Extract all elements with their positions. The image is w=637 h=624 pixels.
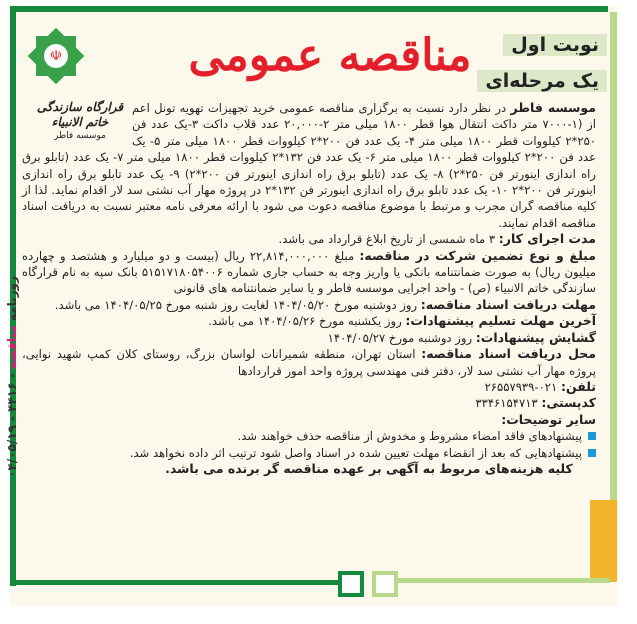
border-bottom (10, 580, 340, 585)
note-item: پیشنهادهای فاقد امضاء مشروط و مخدوش از مناقصه حذف خواهند شد. (22, 428, 596, 444)
bullet-icon (588, 432, 596, 440)
iran-emblem-icon: ☫ (44, 44, 68, 68)
section: آخرین مهلت تسلیم پیشنهادات: روز یکشنبه مورخ ۱۴۰۴/۰۵/۲۶ می باشد. (208, 313, 596, 329)
round-badge: نوبت اول (503, 34, 607, 56)
decor-square (372, 571, 398, 597)
org-name: موسسه فاطر (510, 100, 597, 115)
section: محل دریافت اسناد مناقصه: استان تهران، منطقه شمیرانات لواسان بزرگ، روستای کلان کمپ شهید نوایی، پروژه مهار آب نشتی سد لار، دفتر فنی مهندسی پروژه واحد امور قراردادها (22, 346, 597, 378)
org-logo-block (28, 100, 132, 142)
issue-number: - ۴۴۱۶ - (5, 373, 19, 421)
border-top (10, 6, 608, 12)
section: تلفن: ۰۲۱-۲۶۵۵۷۹۳۹ (484, 378, 596, 394)
section: سایر توضیحات: (501, 411, 596, 427)
section: گشایش پیشنهادات: روز دوشنبه مورخ ۱۴۰۴/۰۵/۲۷ (327, 329, 596, 345)
issue-date: ۰۴/۰۵/۱۹ (5, 425, 19, 478)
notice-body (22, 100, 596, 477)
decor-square (338, 571, 364, 597)
border-right (610, 12, 617, 560)
corner-accent (590, 500, 617, 582)
section: مدت اجرای کار: ۳ ماه شمسی از تاریخ ابلاغ قرارداد می باشد. (278, 231, 596, 247)
page-title: مناقصه عمومی (188, 30, 472, 81)
border-bottom-light (390, 578, 610, 583)
stage-badge: یک مرحله‌ای (477, 70, 607, 92)
org-sub: موسسه فاطر (54, 131, 106, 141)
paper-brand: مناقصه (5, 325, 19, 370)
section: مهلت دریافت اسناد مناقصه: روز دوشنبه مورخ ۱۴۰۴/۰۵/۲۰ لغایت روز شنبه مورخ ۱۴۰۴/۰۵/۲۵ می باشد. (54, 296, 596, 312)
intro-text: در نظر دارد نسبت به برگزاری مناقصه عمومی خرید تجهیزات تهویه تونل اعم از (۱-۷۰۰۰ متر داکت انتقال هوا قطر ۱۸۰۰ میلی متر ۲-۲۰,۰۰۰ عدد قلاب داکت ۳-یک عدد فن ۲۵۰*۲ کیلووات قطر ۱۸۰۰ میلی متر ۴- یک عدد فن ۲۰۰*۲ کیلووات قطر ۱۸۰۰ میلی متر ۵- یک عدد فن ۲۰۰*۲ کیلووات قطر ۱۸۰۰ میلی متر ۶- یک عدد فن ۱۳۲*۲ کیلووات قطر ۱۸۰۰ میلی متر ۷- یک عدد (تابلو برق راه اندازی اینورتر فن ۲۵۰*۲) ۸- یک عدد (تابلو برق راه اندازی اینورتر فن ۲۰۰*۲) ۹- یک عدد تابلو برق راه اندازی اینورتر فن ۲۰۰*۲ ۱۰- یک عدد تابلو برق راه اندازی اینورتر فن ۱۳۲*۲ در پروژه مهار آب نشتی سد لار اقدام نماید. لذا از کلیه مناقصه گران مجرب و مرتبط با موضوع مناقصه دعوت می شود با ارائه معرفی نامه معتبر نسبت به دریافت اسناد مناقصه اقدام نمایند. (22, 101, 597, 230)
note-item: پیشنهادهایی که بعد از انقضاء مهلت تعیین شده در اسناد واصل شود ترتیب اثر داده نخواهد شد. (22, 445, 596, 461)
paper-name: روزنامه (5, 276, 19, 322)
final-note: کلیه هزینه‌های مربوط به آگهی بر عهده مناقصه گر برنده می باشد. (165, 460, 573, 476)
bullet-icon (588, 449, 596, 457)
org-logo: قرارگاه سازندگی خاتم الانبیاء (36, 100, 124, 129)
section: کدپستی: ۳۳۴۶۱۵۴۷۱۳ (475, 395, 596, 411)
section: مبلغ و نوع تضمین شرکت در مناقصه: مبلغ ۲۲,۸۱۴,۰۰۰,۰۰۰ ریال (بیست و دو میلیارد و هشتصد و چهارده میلیون ریال) به صورت ضمانتنامه بانکی یا واریز وجه به حساب جاری شماره ۵۱۵۱۷۱۸۰۵۴۰۰۶ بانک سپه به نام قرارگاه سازندگی خاتم الانبیاء (ص) - واحد اجرایی موسسه فاطر و یا سایر ضمانتنامه های قانونی (22, 247, 597, 296)
